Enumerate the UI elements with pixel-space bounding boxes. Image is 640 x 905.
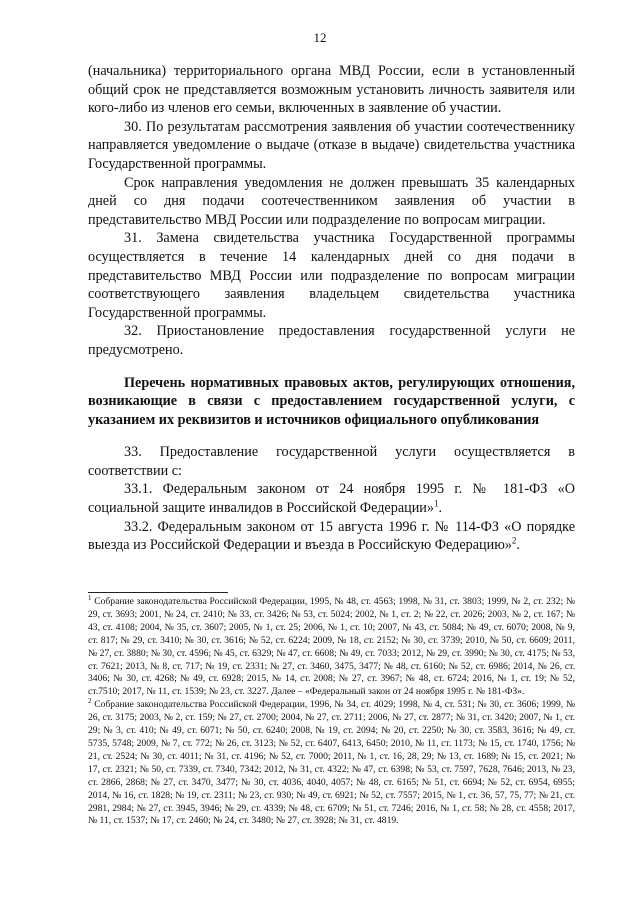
- footnote-ref-1: 1: [434, 498, 439, 509]
- paragraph-32: 32. Приостановление предоставления государственной услуги не предусмотрено.: [88, 323, 575, 358]
- paragraph-33-1-end: .: [438, 500, 443, 517]
- paragraph-33-1-text: 33.1. Федеральным законом от 24 ноября 1995 г. № 181-ФЗ «О социальной защите инвалидов в Российской Федерации»: [88, 481, 575, 517]
- footnote-1-text: Собрание законодательства Российской Федерации, 1995, № 48, ст. 4563; 1998, № 31, ст. 3803; 1999, № 2, ст. 232; № 29, ст. 3693; 2001, № 24, ст. 2410; № 33, ст. 3426; № 53, ст. 5024; 2002, № 1, ст. 2; № 22, ст. 2026; 2003, № 2, ст. 167; № 43, ст. 4108; 2004, № 35, ст. 3607; 2005, № 1, ст. 25; 2006, № 1, ст. 10; 2007, № 43, ст. 5084; № 49, ст. 6070; 2008, № 9, ст. 817; № 29, ст. 3410; № 30, ст. 3616; № 52, ст. 6224; 2009, № 18, ст. 2152; № 30, ст. 3739; 2010, № 50, ст. 6609; 2011, № 27, ст. 3880; № 30, ст. 4596; № 45, ст. 6329; № 47, ст. 6608; № 49, ст. 7033; 2012, № 29, ст. 3990; № 30, ст. 4175; № 53, ст. 7621; 2013, № 8, ст. 717; № 19, ст. 2331; № 27, ст. 3460, 3475, 3477; № 48, ст. 6160; № 52, ст. 6986; 2014, № 26, ст. 3406; № 30, ст. 4268; № 49, ст. 6928; 2015, № 14, ст. 2008; № 27, ст. 3967; № 48, ст. 6724; 2016, № 1, ст. 19; № 52, ст.7510; 2017, № 11, ст. 1539; № 23, ст. 3227. Далее – «Федеральный закон от 24 ноября 1995 г. № 181-ФЗ».: [88, 596, 575, 698]
- footnote-1: [88, 593, 575, 699]
- paragraph-30-deadline: Срок направления уведомления не должен превышать 35 календарных дней со дня подачи соотечественником заявления об участии в представительство МВД России или подразделение по вопросам миграции.: [88, 174, 575, 228]
- footnote-2-text: Собрание законодательства Российской Федерации, 1996, № 34, ст. 4029; 1998, № 4, ст. 531; № 30, ст. 3606; 1999, № 26, ст. 3175; 2003, № 2, ст. 159; № 27, ст. 2700; 2004, № 27, ст. 2711; 2006, № 27, ст. 2877; № 31, ст. 3420; 2007, № 1, ст. 29; № 3, ст. 410; № 49, ст. 6071; № 50, ст. 6240; 2008, № 19, ст. 2094; № 20, ст. 2250; № 30, ст. 3583, 3616; № 49, ст. 5735, 5748; 2009, № 7, ст. 772; № 26, ст. 3123; № 52, ст. 6407, 6413, 6450; 2010, № 11, ст. 1173; № 15, ст. 1740, 1756; № 21, ст. 2524; № 30, ст. 4011; № 31, ст. 4196; № 52, ст. 7000; 2011, № 1, ст. 16, 28, 29; № 13, ст. 1689; № 15, ст. 2021; № 17, ст. 2321; № 50, ст. 7339, ст. 7340, 7342; 2012, № 31, ст. 4322; № 47, ст. 6398; № 53, ст. 7597, 7628, 7646; 2013, № 23, ст. 2866, 2868; № 27, ст. 3470, 3477; № 30, ст. 4036, 4040, 4057; № 48, ст. 6165; № 51, ст. 6694; № 52, ст. 6954, 6955; 2014, № 16, ст. 1828; № 19, ст. 2311; № 23, ст. 930; № 49, ст. 6921; № 52, ст. 7557; 2015, № 1, ст. 36, 57, 75, 77; № 21, ст. 2981, 2984; № 27, ст. 3945, 3946; № 29, ст. 4339; № 48, ст. 6709; № 51, ст. 7246; 2016, № 1, ст. 58; № 28, ст. 4558; 2017, № 11, ст. 1537; № 17, ст. 2460; № 24, ст. 3480; № 27, ст. 3928; № 31, ст. 4819.: [88, 699, 575, 827]
- paragraph-33-2-text: 33.2. Федеральным законом от 15 августа 1996 г. № 114-ФЗ «О порядке выезда из Российской Федерации и въезда в Российскую Федерацию»: [88, 518, 575, 554]
- footnote-2: [88, 699, 575, 828]
- paragraph-33-2: [88, 518, 575, 555]
- main-text: [88, 62, 575, 555]
- footnotes: [88, 593, 575, 828]
- paragraph-33-1: [88, 480, 575, 517]
- section-heading: Перечень нормативных правовых актов, регулирующих отношения, возникающие в связи с предоставлением государственной услуги, с указанием их реквизитов и источников официального опубликования: [88, 374, 575, 428]
- footnote-divider: [88, 592, 228, 593]
- paragraph-33-2-end: .: [516, 537, 520, 554]
- footnote-2-mark: 2: [88, 697, 92, 706]
- paragraph-continuation: (начальника) территориального органа МВД России, если в установленный общий срок не представляется возможным установить личность заявителя или кого-либо из членов его семьи, включенных в заявление об участии.: [88, 63, 575, 117]
- footnote-ref-2: 2: [511, 535, 517, 546]
- paragraph-30: 30. По результатам рассмотрения заявления об участии соотечественнику направляется уведомление о выдаче (отказе в выдаче) свидетельства участника Государственной программы.: [88, 118, 575, 172]
- page-number: 12: [313, 30, 327, 45]
- paragraph-31: 31. Замена свидетельства участника Государственной программы осуществляется в течение 14 календарных дней со дня подачи в представительство МВД России или подразделение по вопросам миграции соответствующего заявления владельцем свидетельства участника Государственной программы.: [88, 230, 575, 321]
- paragraph-33: 33. Предоставление государственной услуги осуществляется в соответствии с:: [88, 444, 575, 479]
- footnote-1-mark: 1: [88, 593, 92, 602]
